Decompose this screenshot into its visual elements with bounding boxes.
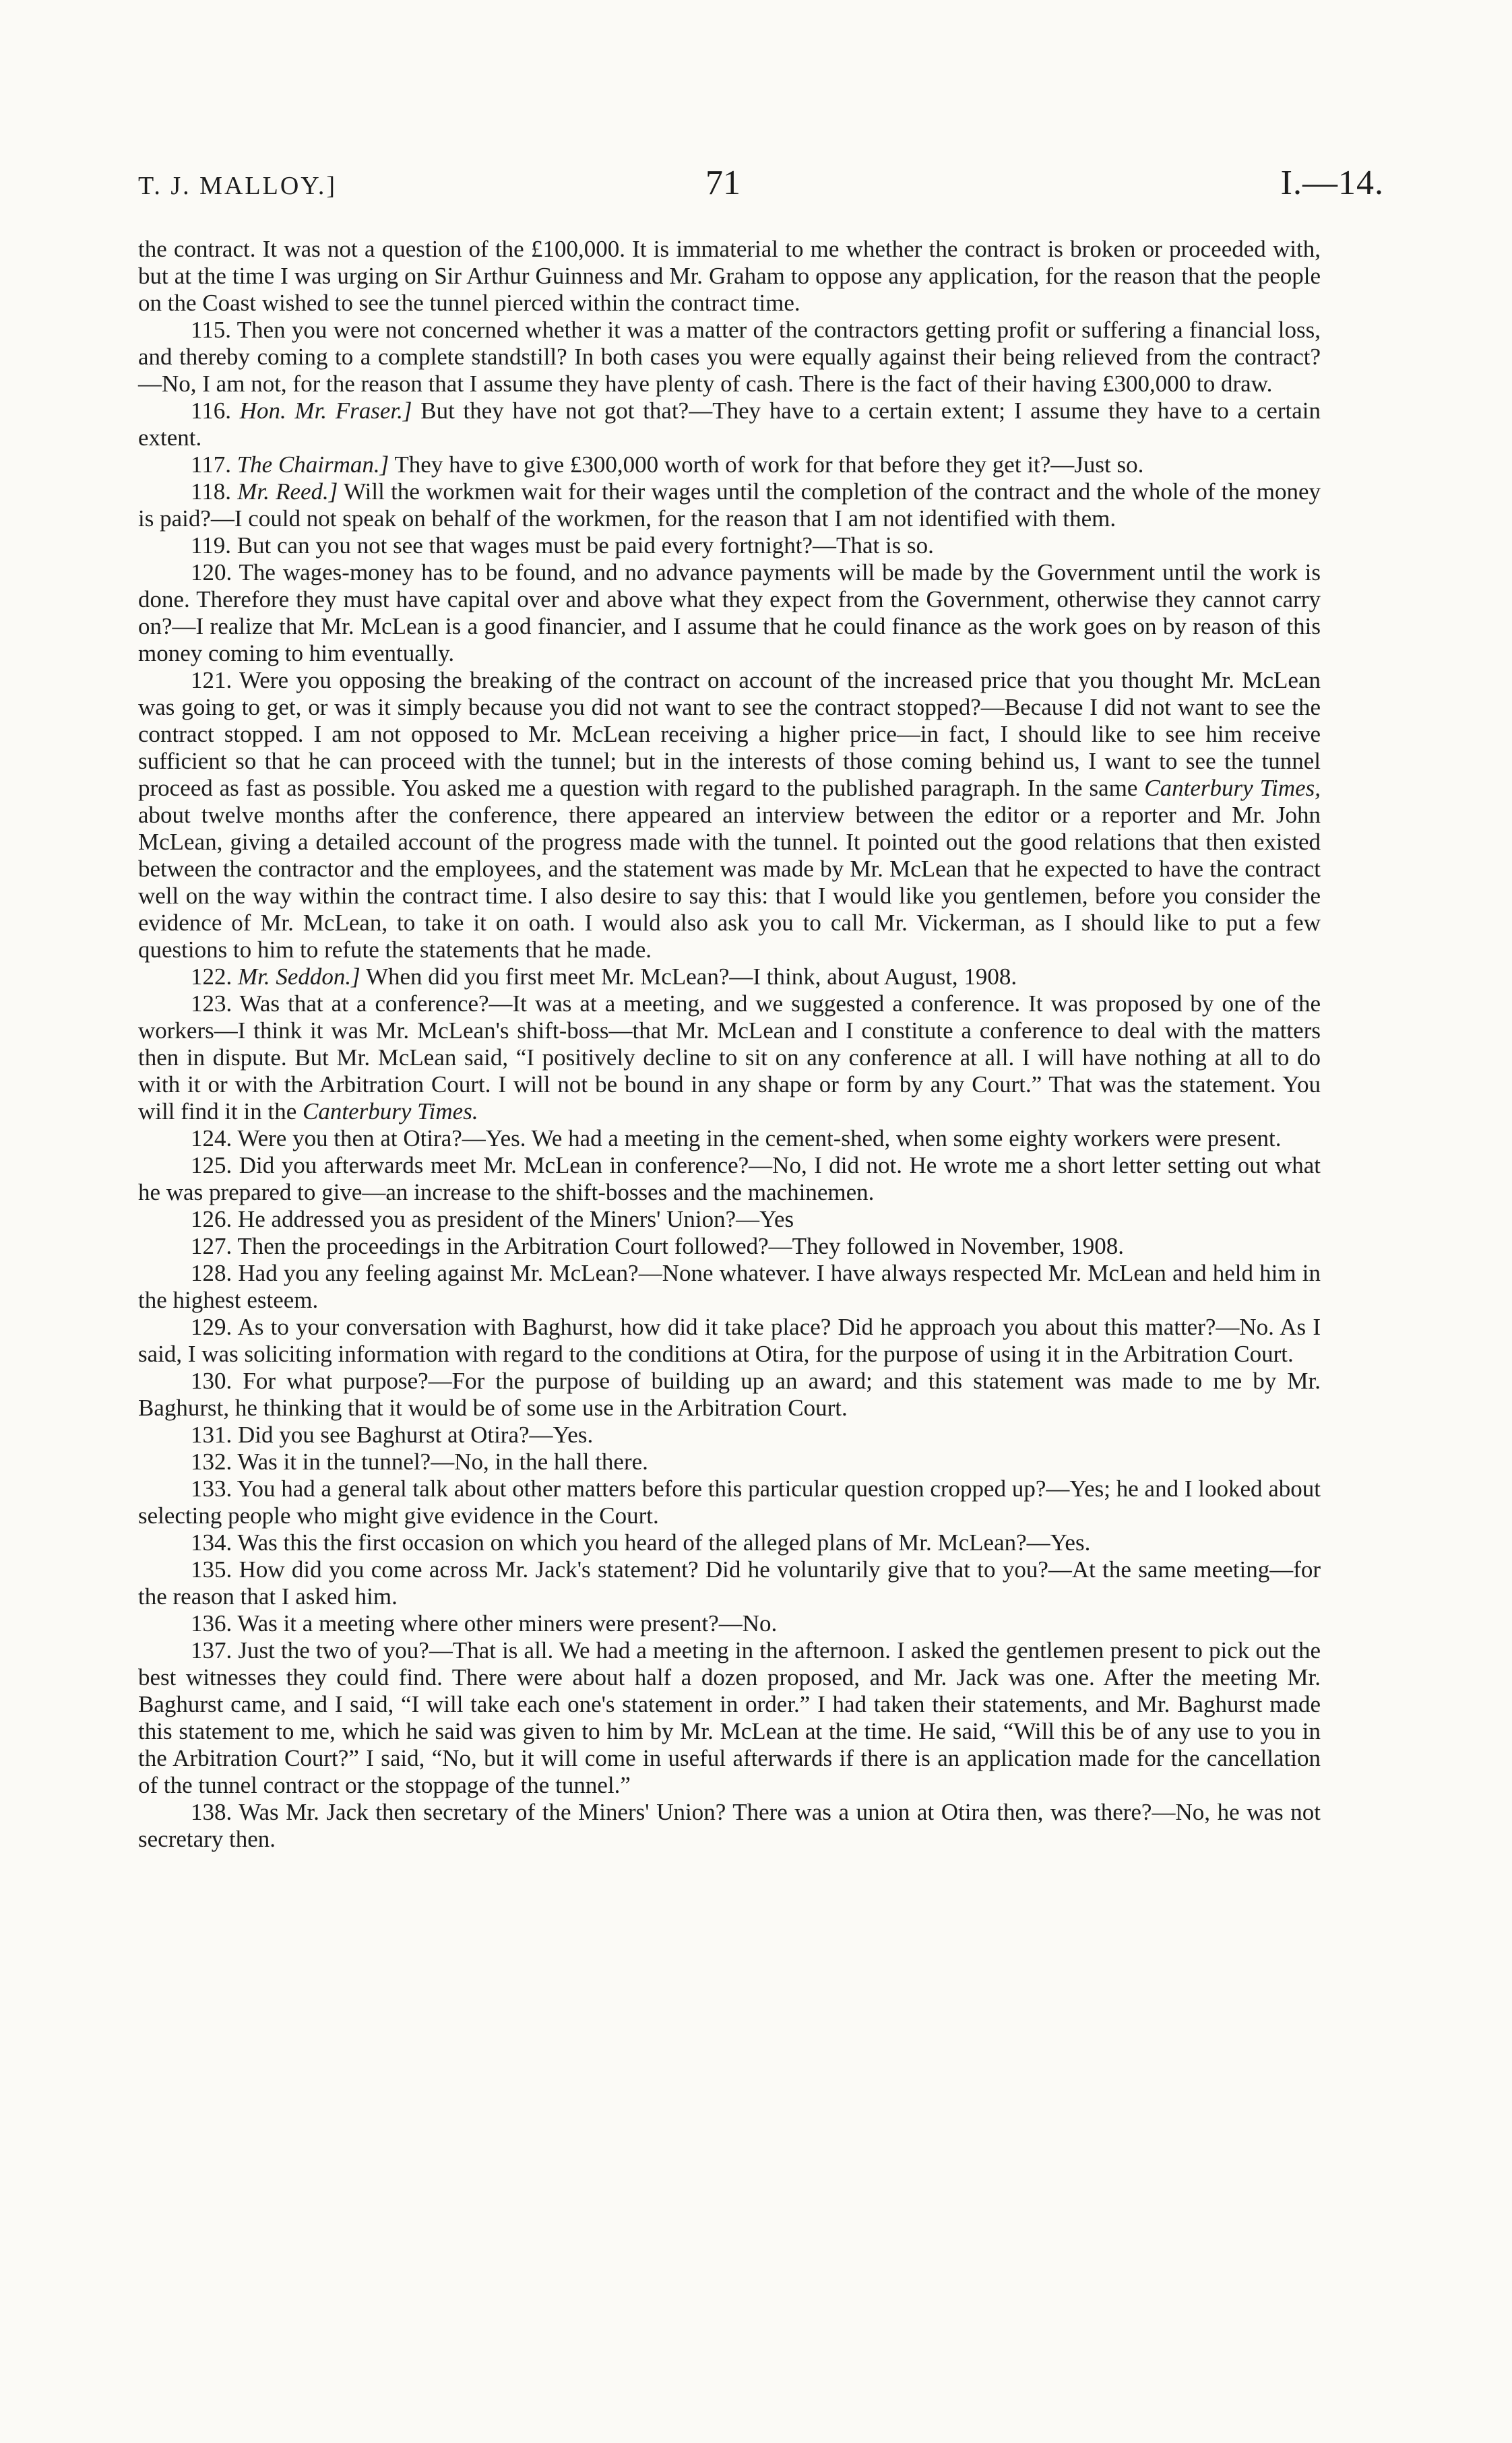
- question-131: 131. Did you see Baghurst at Otira?—Yes.: [191, 1422, 594, 1448]
- question-124: 124. Were you then at Otira?—Yes. We had a meeting in the cement-shed, when some eighty workers were present.: [191, 1125, 1282, 1151]
- question-118: 118. Mr. Reed.] Will the workmen wait for their wages until the completion of the contract and the whole of the money is paid?—I could not speak on behalf of the workmen, for the reason that I am not identified with them.: [138, 478, 1321, 532]
- question-121: 121. Were you opposing the breaking of the contract on account of the increased price that you thought Mr. McLean was going to get, or was it simply because you did not want to see the contract stopped?—Because I did not want to see the contract stopped. I am not opposed to Mr. McLean receiving a higher price—in fact, I should like to see him receive sufficient so that he can proceed with the tunnel; but in the interests of those coming behind us, I want to see the tunnel proceed as fast as possible. You asked me a question with regard to the published paragraph. In the same Canterbury Times, about twelve months after the conference, there appeared an interview between the editor or a reporter and Mr. John McLean, giving a detailed account of the progress made with the tunnel. It pointed out the good relations that then existed between the contractor and the employees, and the statement was made by Mr. McLean that he expected to have the contract well on the way within the contract time. I also desire to say this: that I would like you gentlemen, before you consider the evidence of Mr. McLean, to take it on oath. I would also ask you to call Mr. Vickerman, as I should like to put a few questions to him to refute the statements that he made.: [138, 667, 1321, 963]
- question-127: 127. Then the proceedings in the Arbitration Court followed?—They followed in November, 1908.: [191, 1233, 1125, 1259]
- question-123: 123. Was that at a conference?—It was at a meeting, and we suggested a conference. It was proposed by one of the workers—I think it was Mr. McLean's shift-boss—that Mr. McLean and I constitute a conference to deal with the matters then in dispute. But Mr. McLean said, “I positively decline to sit on any conference at all. I will have nothing at all to do with it or with the Arbitration Court. I will not be bound in any shape or form by any Court.” That was the statement. You will find it in the Canterbury Times.: [138, 990, 1321, 1124]
- witness-name: T. J. MALLOY.]: [138, 172, 337, 200]
- document-reference: I.—14.: [1280, 164, 1384, 202]
- question-128: 128. Had you any feeling against Mr. McLean?—None whatever. I have always respected Mr. McLean and held him in the highest esteem.: [138, 1260, 1321, 1313]
- question-119: 119. But can you not see that wages must be paid every fortnight?—That is so.: [191, 532, 934, 559]
- question-135: 135. How did you come across Mr. Jack's statement? Did he voluntarily give that to you?—At the same meeting—for the reason that I asked him.: [138, 1556, 1321, 1610]
- question-126: 126. He addressed you as president of the Miners' Union?—Yes: [191, 1206, 794, 1232]
- question-117: 117. The Chairman.] They have to give £300,000 worth of work for that before they get it?—Just so.: [191, 451, 1144, 478]
- question-133: 133. You had a general talk about other matters before this particular question cropped up?—Yes; he and I looked about selecting people who might give evidence in the Court.: [138, 1476, 1321, 1529]
- newspaper-title: Canterbury Times.: [303, 1098, 478, 1124]
- question-130: 130. For what purpose?—For the purpose of building up an award; and this statement was made to me by Mr. Baghurst, he thinking that it would be of some use in the Arbitration Court.: [138, 1368, 1321, 1421]
- question-132: 132. Was it in the tunnel?—No, in the hall there.: [191, 1449, 648, 1475]
- question-122: 122. Mr. Seddon.] When did you first meet Mr. McLean?—I think, about August, 1908.: [191, 963, 1017, 990]
- question-138: 138. Was Mr. Jack then secretary of the Miners' Union? There was a union at Otira then, was there?—No, he was not secretary then.: [138, 1799, 1321, 1852]
- newspaper-title: Canterbury Times,: [1144, 775, 1321, 801]
- question-115: 115. Then you were not concerned whether it was a matter of the contractors getting profit or suffering a financial loss, and thereby coming to a complete standstill? In both cases you were equally against their being relieved from the contract?—No, I am not, for the reason that I assume they have plenty of cash. There is the fact of their having £300,000 to draw.: [138, 317, 1321, 397]
- speaker-label: Hon. Mr. Fraser.]: [239, 398, 412, 424]
- paragraph-continued: the contract. It was not a question of the £100,000. It is immaterial to me whether the contract is broken or proceeded with, but at the time I was urging on Sir Arthur Guinness and Mr. Graham to oppose any application, for the reason that the people on the Coast wished to see the tunnel pierced within the contract time.: [138, 236, 1321, 316]
- question-125: 125. Did you afterwards meet Mr. McLean in conference?—No, I did not. He wrote me a short letter setting out what he was prepared to give—an increase to the shift-bosses and the machinemen.: [138, 1152, 1321, 1205]
- question-120: 120. The wages-money has to be found, and no advance payments will be made by the Government until the work is done. Therefore they must have capital over and above what they expect from the Government, otherwise they cannot carry on?—I realize that Mr. McLean is a good financier, and I assume that he could finance as the work goes on by reason of this money coming to him eventually.: [138, 559, 1321, 666]
- speaker-label: Mr. Reed.]: [237, 478, 338, 505]
- question-137: 137. Just the two of you?—That is all. We had a meeting in the afternoon. I asked the gentlemen present to pick out the best witnesses they could find. There were about half a dozen proposed, and Mr. Jack was one. After the meeting Mr. Baghurst came, and I said, “I will take each one's statement in order.” I had taken their statements, and Mr. Baghurst made this statement to me, which he said was given to him by Mr. McLean at the time. He said, “Will this be of any use to you in the Arbitration Court?” I said, “No, but it will come in useful afterwards if there is an application made for the cancellation of the tunnel contract or the stoppage of the tunnel.”: [138, 1637, 1321, 1798]
- question-136: 136. Was it a meeting where other miners were present?—No.: [191, 1610, 778, 1637]
- document-body: [138, 236, 1321, 1853]
- question-129: 129. As to your conversation with Baghurst, how did it take place? Did he approach you about this matter?—No. As I said, I was soliciting information with regard to the conditions at Otira, for the purpose of using it in the Arbitration Court.: [138, 1314, 1321, 1367]
- question-116: 116. Hon. Mr. Fraser.] But they have not got that?—They have to a certain extent; I assume they have to a certain extent.: [138, 398, 1321, 451]
- speaker-label: Mr. Seddon.]: [238, 963, 360, 990]
- page-number: 71: [705, 164, 741, 202]
- speaker-label: The Chairman.]: [237, 451, 389, 478]
- page-header: [138, 163, 1384, 210]
- question-134: 134. Was this the first occasion on which you heard of the alleged plans of Mr. McLean?—Yes.: [191, 1529, 1091, 1556]
